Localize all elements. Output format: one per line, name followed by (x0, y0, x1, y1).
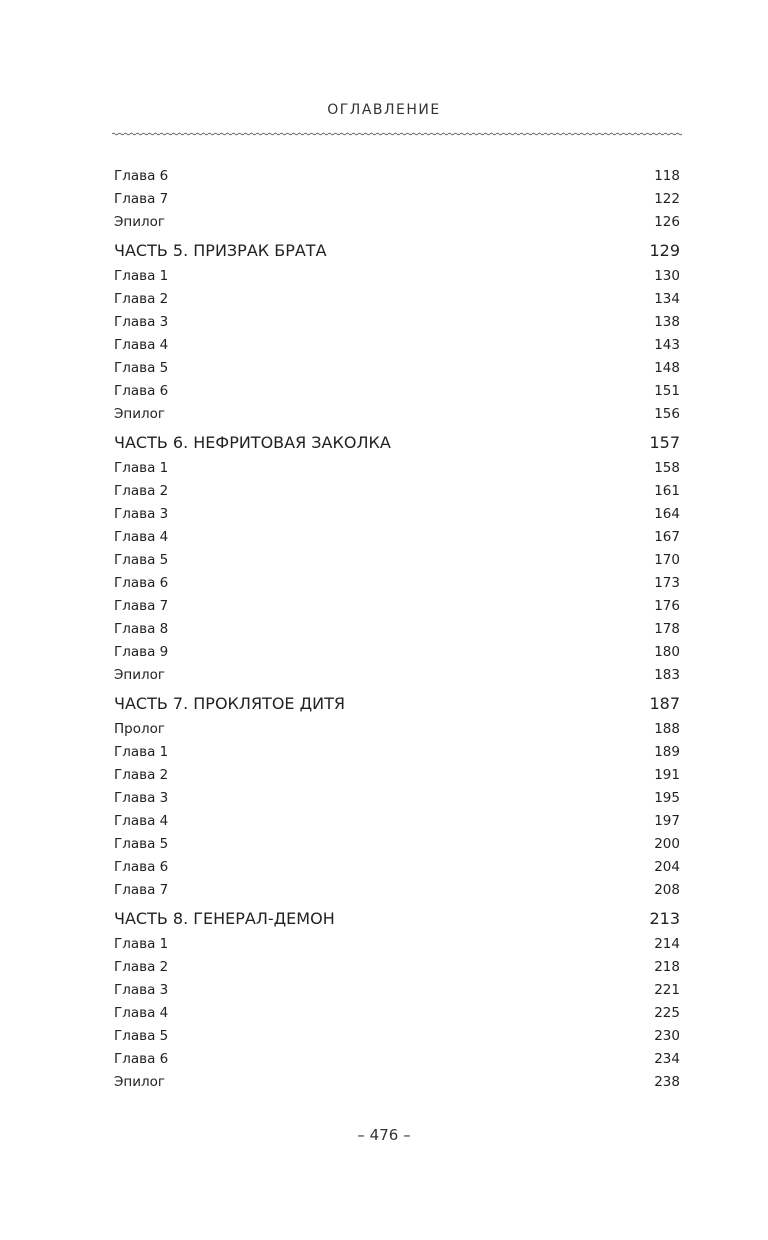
toc-entry-title: Глава 7 (114, 598, 169, 614)
toc-dot-leader (169, 620, 653, 634)
toc-entry-title: Глава 4 (114, 337, 169, 353)
toc-page-number: 122 (654, 191, 680, 207)
toc-page-number: 197 (654, 813, 680, 829)
toc-entry-row (114, 288, 680, 311)
toc-entry-row (114, 741, 680, 764)
toc-part-title: ЧАСТЬ 6. НЕФРИТОВАЯ ЗАКОЛКА (114, 433, 391, 452)
toc-entry-title: Глава 2 (114, 291, 169, 307)
toc-page-number: 221 (654, 982, 680, 998)
toc-entry-row (114, 549, 680, 572)
toc-page-number: 157 (649, 433, 680, 452)
toc-entry-title: Глава 2 (114, 767, 169, 783)
toc-entry-row (114, 457, 680, 480)
toc-dot-leader (169, 190, 653, 204)
toc-page-number: 176 (654, 598, 680, 614)
toc-page-number: 225 (654, 1005, 680, 1021)
toc-entry-title: Глава 1 (114, 744, 169, 760)
toc-dot-leader (169, 459, 653, 473)
toc-dot-leader (166, 666, 653, 680)
toc-part-row (114, 234, 680, 265)
toc-entry-title: Глава 5 (114, 836, 169, 852)
toc-entry-row (114, 357, 680, 380)
toc-entry-title: Глава 8 (114, 621, 169, 637)
toc-entry-row (114, 265, 680, 288)
toc-entry-title: Глава 6 (114, 859, 169, 875)
toc-dot-leader (166, 213, 653, 227)
toc-page-number: 191 (654, 767, 680, 783)
toc-entry-title: Глава 2 (114, 959, 169, 975)
toc-page-number: 189 (654, 744, 680, 760)
toc-dot-leader (169, 835, 653, 849)
toc-page-number: 234 (654, 1051, 680, 1067)
toc-entry-row (114, 1025, 680, 1048)
toc-entry-row (114, 188, 680, 211)
toc-dot-leader (169, 505, 653, 519)
toc-page-number: 195 (654, 790, 680, 806)
toc-page-number: 164 (654, 506, 680, 522)
toc-entry-row (114, 787, 680, 810)
toc-part-title: ЧАСТЬ 7. ПРОКЛЯТОЕ ДИТЯ (114, 694, 345, 713)
toc-part-title: ЧАСТЬ 8. ГЕНЕРАЛ-ДЕМОН (114, 909, 335, 928)
toc-entry-title: Глава 4 (114, 1005, 169, 1021)
toc-entry-title: Эпилог (114, 406, 166, 422)
toc-page-number: 167 (654, 529, 680, 545)
toc-entry-title: Глава 3 (114, 314, 169, 330)
toc-entry-row (114, 718, 680, 741)
toc-dot-leader (169, 643, 653, 657)
toc-dot-leader (169, 597, 653, 611)
toc-dot-leader (169, 958, 653, 972)
toc-entry-row (114, 480, 680, 503)
toc-entry-title: Эпилог (114, 1074, 166, 1090)
toc-entry-row (114, 933, 680, 956)
toc-entry-title: Глава 5 (114, 552, 169, 568)
toc-dot-leader (169, 574, 653, 588)
toc-dot-leader (336, 908, 649, 924)
toc-entry-title: Глава 1 (114, 268, 169, 284)
toc-dot-leader (169, 336, 653, 350)
toc-page-number: 158 (654, 460, 680, 476)
toc-entry-title: Глава 4 (114, 813, 169, 829)
toc-entry-title: Пролог (114, 721, 165, 737)
toc-dot-leader (169, 935, 653, 949)
toc-entry-title: Глава 4 (114, 529, 169, 545)
toc-dot-leader (169, 1004, 653, 1018)
toc-dot-leader (169, 382, 653, 396)
toc-entry-title: Глава 7 (114, 882, 169, 898)
toc-entry-title: Эпилог (114, 667, 166, 683)
toc-part-title: ЧАСТЬ 5. ПРИЗРАК БРАТА (114, 241, 327, 260)
toc-page-number: 173 (654, 575, 680, 591)
toc-entry-title: Глава 7 (114, 191, 169, 207)
toc-page-number: 170 (654, 552, 680, 568)
toc-entry-row (114, 165, 680, 188)
toc-dot-leader (346, 693, 648, 709)
toc-entry-row (114, 810, 680, 833)
toc-page-number: 187 (649, 694, 680, 713)
toc-dot-leader (169, 766, 653, 780)
toc-page-number: 213 (649, 909, 680, 928)
toc-entry-row (114, 1002, 680, 1025)
toc-page-number: 180 (654, 644, 680, 660)
toc-entry-title: Глава 3 (114, 506, 169, 522)
toc-entry-title: Глава 6 (114, 575, 169, 591)
toc-entry-title: Глава 9 (114, 644, 169, 660)
toc-dot-leader (169, 528, 653, 542)
toc-dot-leader (328, 240, 649, 256)
toc-dot-leader (169, 858, 653, 872)
toc-dot-leader (169, 313, 653, 327)
toc-page-number: 218 (654, 959, 680, 975)
toc-dot-leader (392, 432, 649, 448)
toc-part-row (114, 902, 680, 933)
toc-dot-leader (169, 290, 653, 304)
toc-part-row (114, 426, 680, 457)
toc-entry-row (114, 856, 680, 879)
toc-entry-row (114, 380, 680, 403)
toc-dot-leader (169, 359, 653, 373)
toc-dot-leader (169, 267, 653, 281)
toc-entry-row (114, 503, 680, 526)
toc-entry-title: Глава 2 (114, 483, 169, 499)
toc-entry-title: Глава 6 (114, 168, 169, 184)
toc-entry-row (114, 403, 680, 426)
toc-page-number: 188 (654, 721, 680, 737)
toc-dot-leader (169, 789, 653, 803)
toc-page-number: 118 (654, 168, 680, 184)
toc-entry-row (114, 764, 680, 787)
toc-dot-leader (169, 881, 653, 895)
toc-dot-leader (169, 1027, 653, 1041)
toc-page-number: 134 (654, 291, 680, 307)
page-number: – 476 – (357, 1126, 411, 1144)
toc-dot-leader (169, 812, 653, 826)
toc-dot-leader (169, 551, 653, 565)
toc-page-number: 204 (654, 859, 680, 875)
toc-entry-title: Эпилог (114, 214, 166, 230)
toc-page-number: 129 (649, 241, 680, 260)
toc-dot-leader (169, 482, 653, 496)
toc-page-number: 161 (654, 483, 680, 499)
toc-page-number: 200 (654, 836, 680, 852)
toc-entry-row (114, 572, 680, 595)
toc-page-number: 183 (654, 667, 680, 683)
toc-entry-row (114, 311, 680, 334)
toc-entry-title: Глава 3 (114, 982, 169, 998)
toc-page-number: 151 (654, 383, 680, 399)
toc-page-number: 178 (654, 621, 680, 637)
toc-part-row (114, 687, 680, 718)
toc-page-number: 230 (654, 1028, 680, 1044)
toc-entry-row (114, 595, 680, 618)
toc-dot-leader (169, 167, 653, 181)
toc-page-number: 143 (654, 337, 680, 353)
toc-entry-row (114, 1048, 680, 1071)
toc-entry-row (114, 1071, 680, 1094)
toc-entry-row (114, 334, 680, 357)
toc-dot-leader (166, 1073, 653, 1087)
toc-entry-title: Глава 3 (114, 790, 169, 806)
toc-entry-row (114, 641, 680, 664)
toc-page-number: 238 (654, 1074, 680, 1090)
toc-page-number: 130 (654, 268, 680, 284)
wavy-rule-path (112, 133, 682, 135)
page-header-title: ОГЛАВЛЕНИЕ (327, 102, 441, 118)
toc-dot-leader (166, 405, 653, 419)
toc-entry-title: Глава 5 (114, 360, 169, 376)
toc-page-number: 156 (654, 406, 680, 422)
toc-page-number: 208 (654, 882, 680, 898)
toc-entry-title: Глава 1 (114, 936, 169, 952)
toc-dot-leader (166, 720, 653, 734)
toc-dot-leader (169, 1050, 653, 1064)
toc-entry-title: Глава 1 (114, 460, 169, 476)
toc-entry-title: Глава 6 (114, 1051, 169, 1067)
toc-page-number: 214 (654, 936, 680, 952)
toc-entry-row (114, 526, 680, 549)
toc-entry-row (114, 879, 680, 902)
toc-entry-row (114, 618, 680, 641)
toc-page-number: 126 (654, 214, 680, 230)
toc-dot-leader (169, 743, 653, 757)
toc-dot-leader (169, 981, 653, 995)
toc-entry-row (114, 979, 680, 1002)
toc-entry-title: Глава 6 (114, 383, 169, 399)
table-of-contents (114, 165, 680, 1094)
decorative-wavy-rule (112, 128, 682, 140)
toc-page-number: 148 (654, 360, 680, 376)
toc-entry-row (114, 664, 680, 687)
toc-entry-row (114, 833, 680, 856)
toc-entry-row (114, 211, 680, 234)
toc-entry-row (114, 956, 680, 979)
toc-page-number: 138 (654, 314, 680, 330)
toc-entry-title: Глава 5 (114, 1028, 169, 1044)
